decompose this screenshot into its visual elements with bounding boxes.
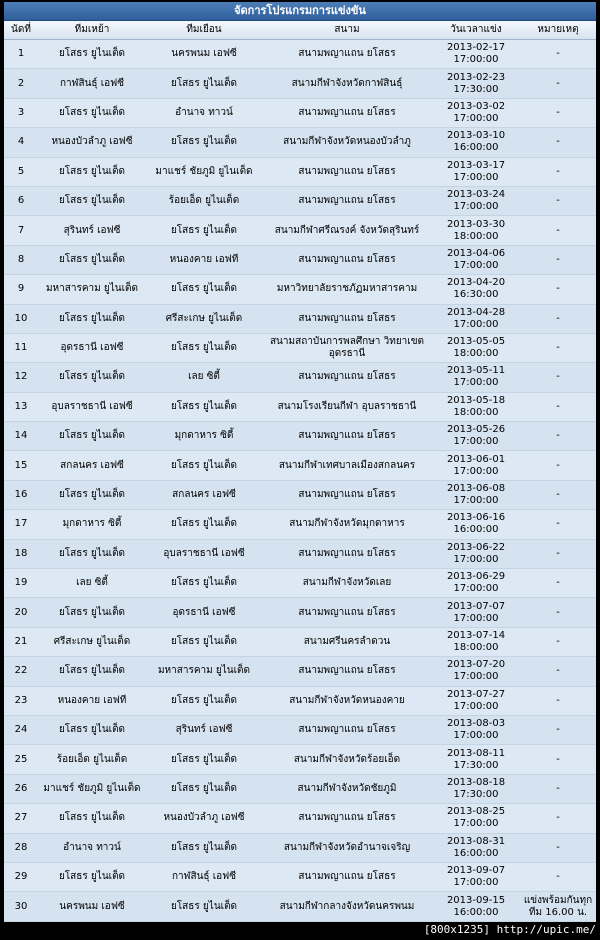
match-time: 17:00:00 [453, 583, 499, 595]
away-team: ยโสธร ยูไนเต็ด [170, 342, 238, 354]
table-row [4, 687, 596, 716]
home-team: ยโสธร ยูไนเต็ด [58, 48, 126, 60]
match-date: 2013-05-26 [446, 424, 506, 436]
venue: สนามพญาแถน ยโสธร [298, 547, 396, 559]
note: - [556, 606, 560, 618]
match-no: 13 [14, 400, 28, 412]
venue: สนามพญาแถน ยโสธร [298, 489, 396, 501]
match-no: 23 [14, 694, 28, 706]
datetime [432, 334, 520, 362]
home-team: ยโสธร ยูไนเต็ด [58, 489, 126, 501]
away-team: ยโสธร ยูไนเต็ด [170, 459, 238, 471]
match-date: 2013-07-07 [446, 600, 506, 612]
match-no: 4 [17, 136, 25, 148]
match-date: 2013-08-18 [446, 776, 506, 788]
match-date: 2013-05-05 [446, 336, 506, 348]
match-time: 17:00:00 [453, 112, 499, 124]
match-time: 18:00:00 [453, 642, 499, 653]
home-team: ยโสธร ยูไนเต็ด [58, 430, 126, 442]
away-team: เลย ซิตี้ [188, 371, 220, 383]
venue: สนามพญาแถน ยโสธร [298, 812, 396, 824]
note: - [556, 342, 560, 354]
home-team: ยโสธร ยูไนเต็ด [58, 371, 126, 383]
home-team: ยโสธร ยูไนเต็ด [58, 547, 126, 559]
home-team: เลย ซิตี้ [76, 577, 108, 589]
match-time: 16:00:00 [453, 906, 499, 918]
datetime [432, 305, 520, 333]
match-no: 8 [17, 253, 25, 265]
header-venue: สนาม [334, 24, 360, 35]
match-date: 2013-04-20 [446, 277, 506, 289]
datetime [432, 657, 520, 685]
note: - [556, 753, 560, 765]
table-row [4, 158, 596, 187]
home-team: หนองคาย เอฟที [57, 694, 127, 706]
datetime [432, 451, 520, 479]
datetime [432, 598, 520, 626]
match-no: 7 [17, 224, 25, 236]
match-time: 17:00:00 [453, 671, 499, 683]
venue: สนามพญาแถน ยโสธร [298, 665, 396, 677]
home-team: ยโสธร ยูไนเต็ด [58, 665, 126, 677]
venue: สนามพญาแถน ยโสธร [298, 48, 396, 60]
match-no: 25 [14, 753, 28, 765]
match-time: 17:30:00 [453, 788, 499, 800]
match-time: 17:00:00 [453, 877, 499, 889]
datetime [432, 99, 520, 127]
match-date: 2013-08-31 [446, 835, 506, 847]
datetime [432, 481, 520, 509]
away-team: หนองคาย เอฟที [169, 253, 239, 265]
match-no: 1 [17, 48, 25, 60]
home-team: มุกดาหาร ซิตี้ [62, 518, 122, 530]
table-row [4, 69, 596, 98]
away-team: นครพนม เอฟซี [171, 48, 237, 60]
table-body [4, 40, 596, 922]
note: - [556, 636, 560, 647]
venue: สนามพญาแถน ยโสธร [298, 606, 396, 618]
table-row [4, 510, 596, 539]
match-time: 18:00:00 [453, 230, 499, 242]
match-no: 15 [14, 459, 28, 471]
match-date: 2013-03-10 [446, 130, 506, 142]
match-time: 17:00:00 [453, 259, 499, 271]
watermark: [800x1235] http://upic.me/ [423, 923, 596, 936]
venue: สนามพญาแถน ยโสธร [298, 312, 396, 324]
match-no: 9 [17, 283, 25, 295]
home-team: มาแชร์ ชัยภูมิ ยูไนเต็ด [43, 782, 141, 794]
match-no: 27 [14, 812, 28, 824]
match-date: 2013-09-07 [446, 865, 506, 877]
table-row [4, 540, 596, 569]
match-no: 5 [17, 165, 25, 177]
away-team: ยโสธร ยูไนเต็ด [170, 283, 238, 295]
table-row [4, 657, 596, 686]
match-time: 17:30:00 [453, 759, 499, 771]
home-team: ยโสธร ยูไนเต็ด [58, 312, 126, 324]
home-team: สกลนคร เอฟซี [60, 459, 124, 471]
note: - [556, 224, 560, 236]
venue: สนามพญาแถน ยโสธร [298, 165, 396, 177]
venue: สนามกีฬาจังหวัดเลย [302, 577, 392, 589]
table-row [4, 804, 596, 833]
table-row [4, 40, 596, 69]
note: แข่งพร้อมกันทุกทีม 16.00 น. [523, 894, 593, 918]
match-time: 17:00:00 [453, 612, 499, 624]
note: - [556, 694, 560, 706]
datetime [432, 892, 520, 920]
datetime [432, 687, 520, 715]
datetime [432, 363, 520, 391]
away-team: สุรินทร์ เอฟซี [175, 724, 233, 736]
venue: สนามพญาแถน ยโสธร [298, 253, 396, 265]
match-date: 2013-04-28 [446, 306, 506, 318]
home-team: ยโสธร ยูไนเต็ด [58, 606, 126, 618]
table-row [4, 99, 596, 128]
table-row [4, 892, 596, 921]
fixture-table [4, 2, 596, 920]
match-time: 17:00:00 [453, 465, 499, 477]
note: - [556, 724, 560, 736]
header-note: หมายเหตุ [537, 24, 579, 35]
venue: สนามพญาแถน ยโสธร [298, 371, 396, 383]
venue: สนามกีฬาจังหวัดกาฬสินธุ์ [291, 77, 403, 89]
match-no: 20 [14, 606, 28, 618]
datetime [432, 804, 520, 832]
note: - [556, 841, 560, 853]
away-team: ยโสธร ยูไนเต็ด [170, 136, 238, 148]
home-team: ยโสธร ยูไนเต็ด [58, 165, 126, 177]
note: - [556, 136, 560, 148]
note: - [556, 283, 560, 295]
header-datetime: วันเวลาแข่ง [450, 24, 502, 35]
match-time: 17:00:00 [453, 318, 499, 330]
table-row [4, 334, 596, 363]
datetime [432, 510, 520, 538]
datetime [432, 40, 520, 68]
match-date: 2013-03-17 [446, 159, 506, 171]
match-date: 2013-06-16 [446, 512, 506, 524]
away-team: ยโสธร ยูไนเต็ด [170, 694, 238, 706]
home-team: มหาสารคาม ยูไนเต็ด [45, 283, 139, 295]
venue: สนามศรีนครลำดวน [303, 636, 391, 647]
match-date: 2013-08-03 [446, 718, 506, 730]
table-row [4, 569, 596, 598]
datetime [432, 187, 520, 215]
match-time: 17:00:00 [453, 730, 499, 742]
table-row [4, 422, 596, 451]
note: - [556, 812, 560, 824]
datetime [432, 745, 520, 773]
match-no: 11 [14, 342, 28, 354]
note: - [556, 195, 560, 207]
table-row [4, 187, 596, 216]
note: - [556, 48, 560, 60]
match-time: 17:00:00 [453, 700, 499, 712]
table-header [4, 21, 596, 40]
note: - [556, 518, 560, 530]
away-team: อุบลราชธานี เอฟซี [163, 547, 245, 559]
table-row [4, 128, 596, 157]
match-date: 2013-09-15 [446, 894, 506, 906]
away-team: ยโสธร ยูไนเต็ด [170, 900, 238, 912]
match-date: 2013-06-08 [446, 483, 506, 495]
datetime [432, 775, 520, 803]
note: - [556, 165, 560, 177]
match-no: 2 [17, 77, 25, 89]
home-team: อุดรธานี เอฟซี [60, 342, 124, 354]
match-no: 28 [14, 841, 28, 853]
home-team: อำนาจ ทาวน์ [63, 841, 121, 853]
header-match-no: นัดที่ [11, 24, 31, 35]
table-row [4, 834, 596, 863]
note: - [556, 489, 560, 501]
venue: สนามกีฬาศรีณรงค์ จังหวัดสุรินทร์ [274, 224, 420, 236]
datetime [432, 569, 520, 597]
home-team: ศรีสะเกษ ยูไนเต็ด [53, 636, 131, 647]
away-team: หนองบัวลำภู เอฟซี [163, 812, 245, 824]
away-team: ยโสธร ยูไนเต็ด [170, 224, 238, 236]
match-date: 2013-07-14 [446, 630, 506, 641]
table-row [4, 363, 596, 392]
away-team: มุกดาหาร ซิตี้ [174, 430, 234, 442]
match-date: 2013-08-25 [446, 806, 506, 818]
away-team: สกลนคร เอฟซี [172, 489, 236, 501]
note: - [556, 400, 560, 412]
match-date: 2013-02-23 [446, 71, 506, 83]
venue: มหาวิทยาลัยราชภัฏมหาสารคาม [276, 283, 418, 295]
venue: สนามพญาแถน ยโสธร [298, 430, 396, 442]
home-team: กาฬสินธุ์ เอฟซี [59, 77, 125, 89]
note: - [556, 106, 560, 118]
datetime [432, 834, 520, 862]
match-time: 17:00:00 [453, 553, 499, 565]
home-team: ร้อยเอ็ด ยูไนเต็ด [56, 753, 128, 765]
match-no: 21 [14, 636, 28, 647]
match-date: 2013-04-06 [446, 247, 506, 259]
away-team: มหาสารคาม ยูไนเต็ด [157, 665, 251, 677]
match-time: 17:00:00 [453, 54, 499, 66]
match-date: 2013-03-24 [446, 189, 506, 201]
venue: สนามพญาแถน ยโสธร [298, 871, 396, 883]
match-time: 17:00:00 [453, 377, 499, 389]
datetime [432, 628, 520, 656]
venue: สนามกีฬากลางจังหวัดนครพนม [279, 900, 415, 912]
table-row [4, 393, 596, 422]
datetime [432, 393, 520, 421]
match-no: 24 [14, 724, 28, 736]
venue: สนามกีฬาจังหวัดอำนาจเจริญ [283, 841, 411, 853]
match-no: 30 [14, 900, 28, 912]
away-team: มาแชร์ ชัยภูมิ ยูไนเต็ด [155, 165, 253, 177]
datetime [432, 275, 520, 303]
home-team: หนองบัวลำภู เอฟซี [51, 136, 133, 148]
match-time: 16:00:00 [453, 524, 499, 536]
home-team: ยโสธร ยูไนเต็ด [58, 812, 126, 824]
match-no: 3 [17, 106, 25, 118]
venue: สนามกีฬาจังหวัดหนองคาย [289, 694, 405, 706]
datetime [432, 422, 520, 450]
datetime [432, 246, 520, 274]
venue: สนามพญาแถน ยโสธร [298, 195, 396, 207]
table-row [4, 628, 596, 657]
home-team: ยโสธร ยูไนเต็ด [58, 871, 126, 883]
away-team: ยโสธร ยูไนเต็ด [170, 782, 238, 794]
home-team: สุรินทร์ เอฟซี [63, 224, 121, 236]
datetime [432, 863, 520, 891]
home-team: อุบลราชธานี เอฟซี [51, 400, 133, 412]
home-team: ยโสธร ยูไนเต็ด [58, 253, 126, 265]
datetime [432, 540, 520, 568]
away-team: ยโสธร ยูไนเต็ด [170, 636, 238, 647]
match-time: 16:30:00 [453, 289, 499, 301]
match-time: 17:00:00 [453, 201, 499, 213]
datetime [432, 216, 520, 244]
venue: สนามกีฬาจังหวัดร้อยเอ็ด [293, 753, 401, 765]
match-time: 17:00:00 [453, 818, 499, 830]
away-team: ยโสธร ยูไนเต็ด [170, 400, 238, 412]
match-no: 14 [14, 430, 28, 442]
match-date: 2013-06-22 [446, 541, 506, 553]
venue: สนามพญาแถน ยโสธร [298, 724, 396, 736]
match-no: 17 [14, 518, 28, 530]
match-no: 26 [14, 782, 28, 794]
note: - [556, 371, 560, 383]
home-team: ยโสธร ยูไนเต็ด [58, 724, 126, 736]
match-no: 10 [14, 312, 28, 324]
table-row [4, 716, 596, 745]
away-team: กาฬสินธุ์ เอฟซี [171, 871, 237, 883]
match-date: 2013-03-02 [446, 100, 506, 112]
match-time: 17:00:00 [453, 171, 499, 183]
table-row [4, 451, 596, 480]
match-date: 2013-06-29 [446, 571, 506, 583]
match-no: 19 [14, 577, 28, 589]
note: - [556, 665, 560, 677]
table-row [4, 598, 596, 627]
away-team: ยโสธร ยูไนเต็ด [170, 518, 238, 530]
venue: สนามพญาแถน ยโสธร [298, 106, 396, 118]
note: - [556, 547, 560, 559]
match-date: 2013-02-17 [446, 42, 506, 54]
match-time: 18:00:00 [453, 406, 499, 418]
venue: สนามกีฬาจังหวัดมุกดาหาร [289, 518, 405, 530]
table-row [4, 745, 596, 774]
match-date: 2013-07-20 [446, 659, 506, 671]
note: - [556, 871, 560, 883]
away-team: อำนาจ ทาวน์ [175, 106, 233, 118]
table-row [4, 246, 596, 275]
away-team: ยโสธร ยูไนเต็ด [170, 577, 238, 589]
table-row [4, 775, 596, 804]
venue: สนามสถาบันการพลศึกษา วิทยาเขต อุดรธานี [269, 336, 425, 360]
match-date: 2013-06-01 [446, 453, 506, 465]
away-team: ยโสธร ยูไนเต็ด [170, 77, 238, 89]
note: - [556, 312, 560, 324]
match-no: 29 [14, 871, 28, 883]
note: - [556, 77, 560, 89]
match-date: 2013-08-11 [446, 747, 506, 759]
note: - [556, 577, 560, 589]
match-no: 12 [14, 371, 28, 383]
match-no: 22 [14, 665, 28, 677]
table-row [4, 481, 596, 510]
away-team: ศรีสะเกษ ยูไนเต็ด [165, 312, 243, 324]
away-team: ยโสธร ยูไนเต็ด [170, 841, 238, 853]
venue: สนามโรงเรียนกีฬา อุบลราชธานี [277, 400, 417, 412]
match-time: 17:00:00 [453, 436, 499, 448]
away-team: ยโสธร ยูไนเต็ด [170, 753, 238, 765]
away-team: ร้อยเอ็ด ยูไนเต็ด [168, 195, 240, 207]
match-no: 18 [14, 547, 28, 559]
match-time: 18:00:00 [453, 348, 499, 360]
table-row [4, 863, 596, 892]
note: - [556, 459, 560, 471]
header-home-team: ทีมเหย้า [74, 24, 110, 35]
away-team: อุดรธานี เอฟซี [172, 606, 236, 618]
note: - [556, 782, 560, 794]
datetime [432, 158, 520, 186]
match-date: 2013-05-11 [446, 365, 506, 377]
datetime [432, 69, 520, 97]
venue: สนามกีฬาเทศบาลเมืองสกลนคร [278, 459, 416, 471]
header-away-team: ทีมเยือน [186, 24, 222, 35]
match-no: 16 [14, 489, 28, 501]
table-row [4, 305, 596, 334]
table-row [4, 275, 596, 304]
home-team: นครพนม เอฟซี [59, 900, 125, 912]
match-date: 2013-05-18 [446, 394, 506, 406]
datetime [432, 128, 520, 156]
match-date: 2013-03-30 [446, 218, 506, 230]
match-time: 17:00:00 [453, 495, 499, 507]
note: - [556, 430, 560, 442]
match-time: 16:00:00 [453, 847, 499, 859]
home-team: ยโสธร ยูไนเต็ด [58, 195, 126, 207]
datetime [432, 716, 520, 744]
venue: สนามกีฬาจังหวัดชัยภูมิ [297, 782, 397, 794]
table-title: จัดการโปรแกรมการแข่งขัน [4, 2, 596, 21]
match-time: 16:00:00 [453, 142, 499, 154]
table-row [4, 216, 596, 245]
home-team: ยโสธร ยูไนเต็ด [58, 106, 126, 118]
note: - [556, 253, 560, 265]
match-date: 2013-07-27 [446, 688, 506, 700]
match-no: 6 [17, 195, 25, 207]
venue: สนามกีฬาจังหวัดหนองบัวลำภู [283, 136, 411, 148]
match-time: 17:30:00 [453, 83, 499, 95]
